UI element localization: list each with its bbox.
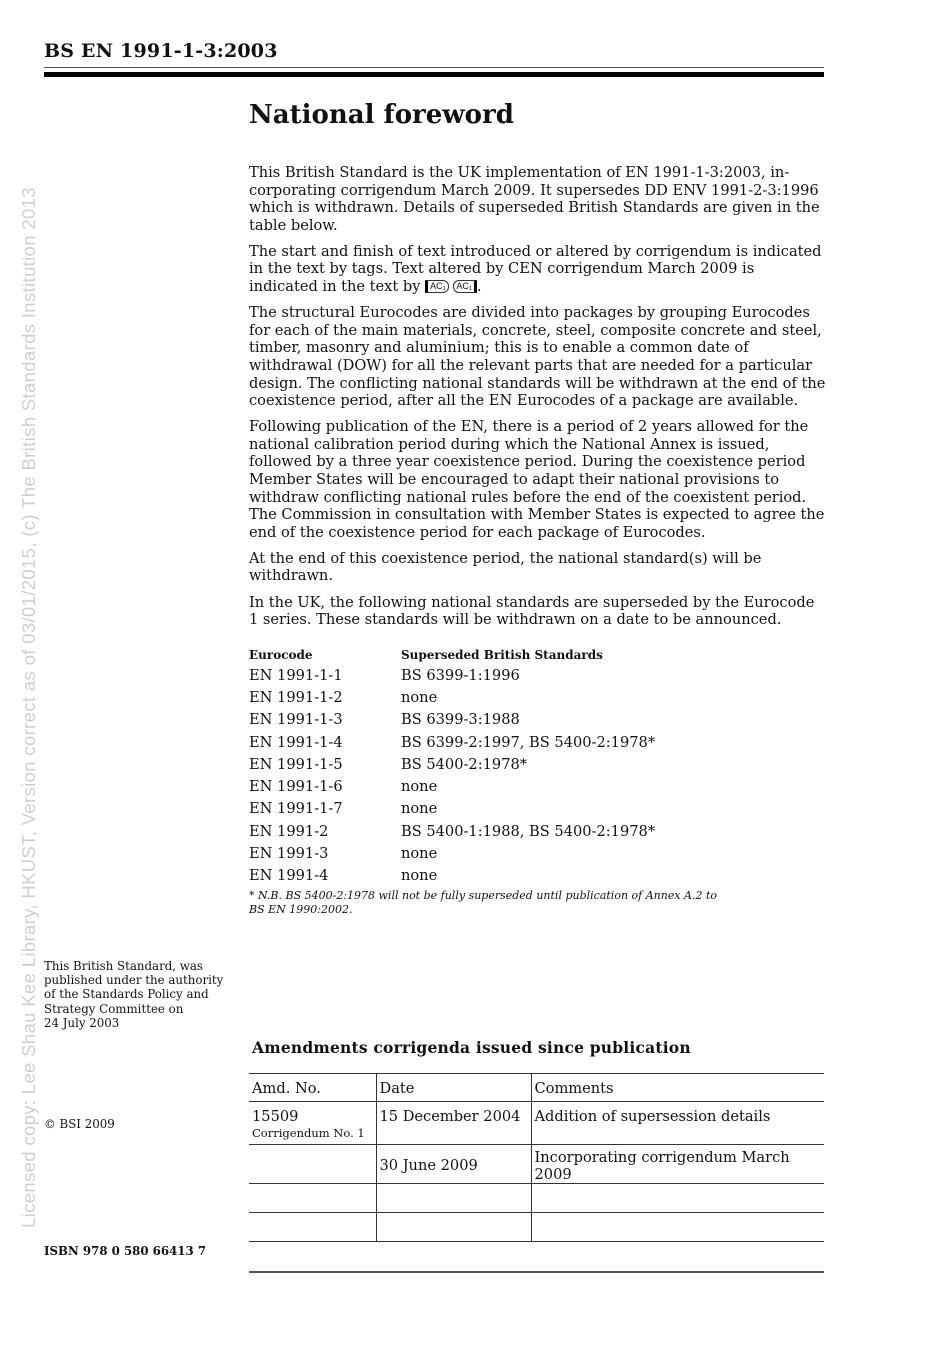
column-header-comments: Comments <box>531 1074 824 1102</box>
table-row <box>249 1184 824 1213</box>
amendments-title: Amendments corrigenda issued since publication <box>252 1038 691 1057</box>
copyright-notice: © BSI 2009 <box>44 1117 115 1131</box>
publication-date: 24 July 2003 <box>44 1015 120 1030</box>
eurocode-cell: EN 1991-1-6 <box>249 778 343 796</box>
bottom-rule <box>249 1271 824 1273</box>
amendments-table <box>249 1073 824 1242</box>
isbn: ISBN 978 0 580 66413 7 <box>44 1244 207 1258</box>
footnote-line: * N.B. BS 5400-2:1978 will not be fully superseded until publication of Annex A.2 to <box>249 889 718 902</box>
paragraph-corrigendum-tags <box>249 243 827 296</box>
amd-number: 15509 <box>252 1108 299 1125</box>
superseded-cell: BS 5400-1:1988, BS 5400-2:1978* <box>401 822 656 840</box>
table-row <box>249 1145 824 1184</box>
ac-open-tag-icon: AC₁ <box>425 280 449 293</box>
superseded-cell: none <box>401 800 438 818</box>
paragraph-coexistence-end: At the end of this coexistence period, the national standard(s) will be withdrawn. <box>249 549 762 585</box>
superseded-cell: BS 6399-1:1996 <box>401 666 520 684</box>
eurocode-cell: EN 1991-1-2 <box>249 688 343 706</box>
publication-line: published under the authority <box>44 973 224 988</box>
amd-no-cell <box>249 1102 376 1145</box>
page-title: National foreword <box>249 100 514 130</box>
table-row <box>249 753 809 775</box>
table-row <box>249 709 809 731</box>
eurocode-table-header <box>249 646 809 664</box>
paragraph-packages: The structural Eurocodes are divided into packages by grouping Eurocodes for each of the main materials, concrete, steel, composite concrete and steel, timber, masonry and aluminium; this is to enable a common date of withdrawal (DOW) for all the relevant parts that are needed for a particular design. The conflicting national standards will be withdrawn at the end of the coexistence period, after all the EN Eurocodes of a package are available. <box>249 304 826 410</box>
eurocode-cell: EN 1991-1-1 <box>249 666 343 684</box>
empty-cell <box>249 1213 376 1242</box>
empty-cell <box>376 1213 531 1242</box>
eurocode-cell: EN 1991-1-4 <box>249 733 343 751</box>
footnote-line: BS EN 1990:2002. <box>249 903 353 916</box>
publication-line: This British Standard, was <box>44 959 203 973</box>
empty-cell <box>531 1213 824 1242</box>
table-row <box>249 820 809 842</box>
column-header-date: Date <box>376 1074 531 1102</box>
table-row <box>249 664 809 686</box>
header-thick-rule <box>44 72 824 77</box>
superseded-cell: none <box>401 688 438 706</box>
eurocode-cell: EN 1991-3 <box>249 845 329 863</box>
table-row <box>249 731 809 753</box>
eurocode-cell: EN 1991-2 <box>249 822 329 840</box>
superseded-cell: BS 5400-2:1978* <box>401 755 528 773</box>
superseded-cell: none <box>401 845 438 863</box>
amd-comments-cell: Incorporating corrigendum March 2009 <box>531 1145 824 1184</box>
superseded-cell: BS 6399-3:1988 <box>401 711 520 729</box>
empty-cell <box>376 1184 531 1213</box>
paragraph-implementation: This British Standard is the UK implementation of EN 1991-1-3:2003, in-corporating corrigendum March 2009. It supersedes DD ENV 1991-2-3:1996 which is withdrawn. Details of superseded British Standards are given in the table below. <box>249 164 820 234</box>
paragraph-corrigendum-end: . <box>476 278 482 296</box>
table-row <box>249 775 809 797</box>
superseded-cell: BS 6399-2:1997, BS 5400-2:1978* <box>401 733 656 751</box>
table-row <box>249 798 809 820</box>
column-header-amd-no: Amd. No. <box>249 1074 376 1102</box>
document-id: BS EN 1991-1-3:2003 <box>44 40 278 62</box>
publication-line: of the Standards Policy and <box>44 987 209 1002</box>
amendments-header-row <box>249 1074 824 1102</box>
amd-date-cell: 30 June 2009 <box>376 1145 531 1184</box>
publication-statement <box>44 959 229 1030</box>
table-row <box>249 865 809 887</box>
eurocode-table <box>249 646 809 887</box>
paragraph-calibration: Following publication of the EN, there is a period of 2 years allowed for the national calibration period during which the National Annex is issued, followed by a three year coexistence period. During the coexistence period Member States will be encouraged to adapt their national provisions to withdraw conflicting national rules before the end of the coexistent period. The Commission in consultation with Member States is expected to agree the end of the coexistence period for each package of Eurocodes. <box>249 418 825 541</box>
table-row <box>249 1102 824 1145</box>
superseded-cell: none <box>401 778 438 796</box>
column-header-eurocode: Eurocode <box>249 648 313 662</box>
eurocode-cell: EN 1991-4 <box>249 867 329 885</box>
amd-subtitle: Corrigendum No. 1 <box>252 1126 365 1140</box>
table-row <box>249 686 809 708</box>
table-footnote <box>249 889 769 917</box>
ac-close-tag-icon: AC₁ <box>453 280 477 293</box>
empty-cell <box>249 1184 376 1213</box>
superseded-cell: none <box>401 867 438 885</box>
table-row <box>249 1213 824 1242</box>
amd-comments-cell: Addition of supersession details <box>531 1102 824 1145</box>
column-header-superseded: Superseded British Standards <box>401 648 603 662</box>
amd-no-cell <box>249 1145 376 1184</box>
table-row <box>249 842 809 864</box>
empty-cell <box>531 1184 824 1213</box>
eurocode-cell: EN 1991-1-5 <box>249 755 343 773</box>
paragraph-uk-superseded: In the UK, the following national standards are superseded by the Eurocode 1 series. These standards will be withdrawn on a date to be announced. <box>249 593 815 629</box>
header-thin-rule <box>44 67 824 68</box>
license-watermark: Licensed copy: Lee Shau Kee Library, HKUST, Version correct as of 03/01/2015, (c) The British Standards Institution 2013 <box>18 187 39 1228</box>
eurocode-cell: EN 1991-1-7 <box>249 800 343 818</box>
foreword-body <box>249 164 827 637</box>
eurocode-cell: EN 1991-1-3 <box>249 711 343 729</box>
paragraph-corrigendum-text: The start and finish of text introduced or altered by corrigendum is indicated in the text by tags. Text altered by CEN corrigendum March 2009 is indicated in the text by <box>249 242 822 296</box>
publication-line: Strategy Committee on <box>44 1001 184 1016</box>
amd-date-cell: 15 December 2004 <box>376 1102 531 1145</box>
